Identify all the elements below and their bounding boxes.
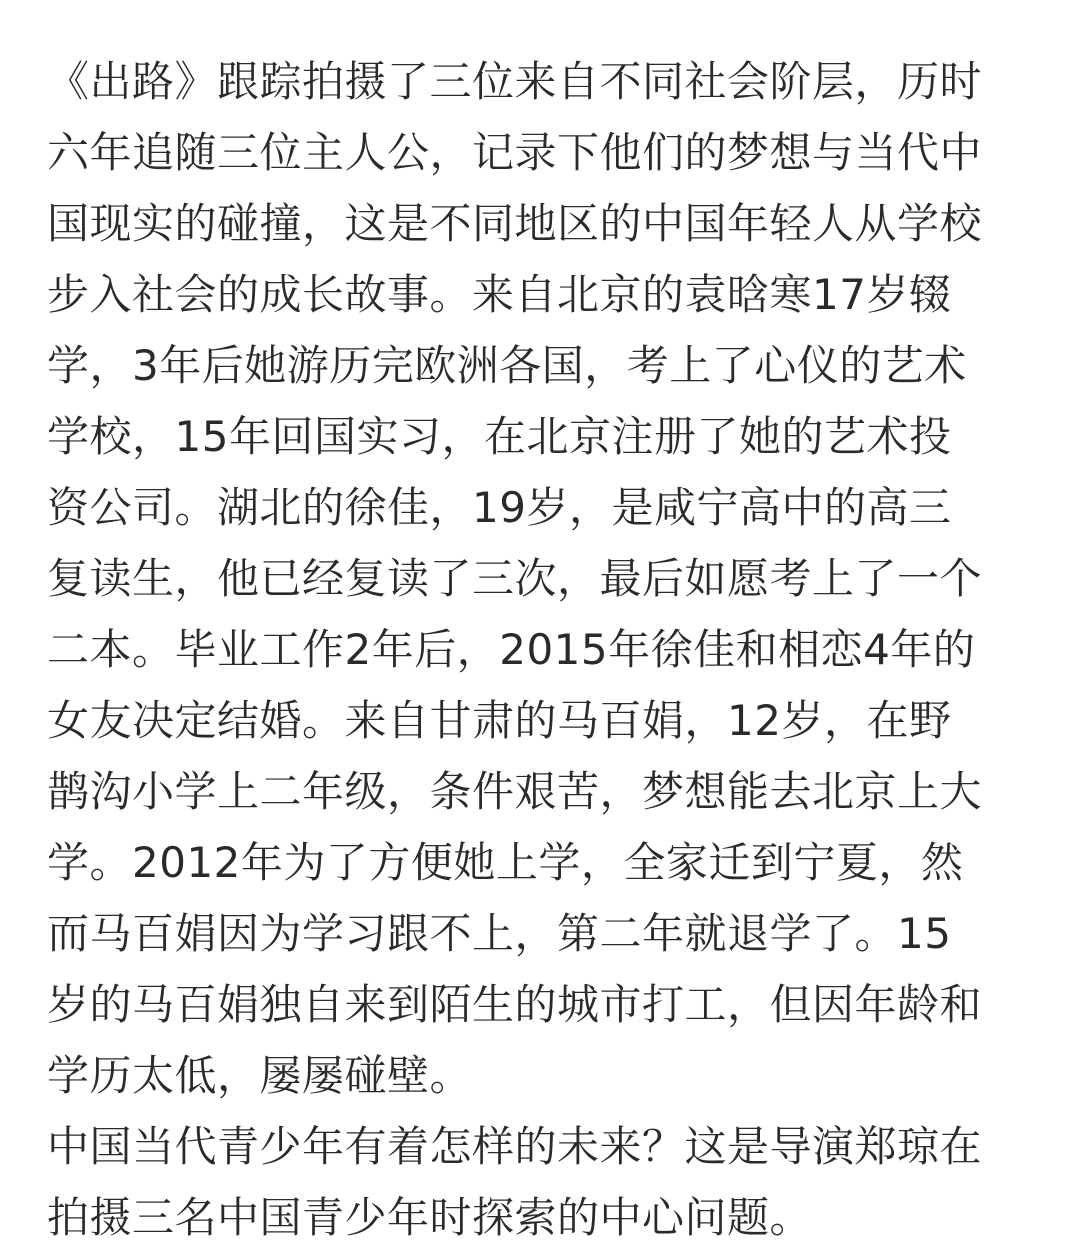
- paragraph-1: [47, 46, 1047, 1111]
- text-line: 而马百娟因为学习跟不上，第二年就退学了。15: [47, 909, 952, 958]
- text-line: 鹊沟小学上二年级，条件艰苦，梦想能去北京上大: [47, 767, 983, 816]
- text-line: 六年追随三位主人公，记录下他们的梦想与当代中: [47, 128, 983, 177]
- text-line: 《出路》跟踪拍摄了三位来自不同社会阶层，历时: [47, 57, 983, 106]
- article-text: [47, 46, 1047, 1253]
- text-line: 学历太低，屡屡碰壁。: [47, 1051, 473, 1100]
- text-line: 学校，15年回国实习，在北京注册了她的艺术投: [47, 412, 952, 461]
- text-line: 步入社会的成长故事。来自北京的袁晗寒17岁辍: [47, 270, 952, 319]
- text-line: 女友决定结婚。来自甘肃的马百娟，12岁，在野: [47, 696, 952, 745]
- paragraph-2: [47, 1111, 1047, 1253]
- text-line: 中国当代青少年有着怎样的未来？这是导演郑琼在: [47, 1122, 983, 1171]
- text-line: 国现实的碰撞，这是不同地区的中国年轻人从学校: [47, 199, 983, 248]
- text-line: 学。2012年为了方便她上学，全家迁到宁夏，然: [47, 838, 964, 887]
- text-line: 学，3年后她游历完欧洲各国，考上了心仪的艺术: [47, 341, 967, 390]
- text-line: 二本。毕业工作2年后，2015年徐佳和相恋4年的: [47, 625, 976, 674]
- text-line: 资公司。湖北的徐佳，19岁，是咸宁高中的高三: [47, 483, 952, 532]
- text-line: 拍摄三名中国青少年时探索的中心问题。: [47, 1193, 813, 1242]
- text-line: 复读生，他已经复读了三次，最后如愿考上了一个: [47, 554, 983, 603]
- text-line: 岁的马百娟独自来到陌生的城市打工，但因年龄和: [47, 980, 983, 1029]
